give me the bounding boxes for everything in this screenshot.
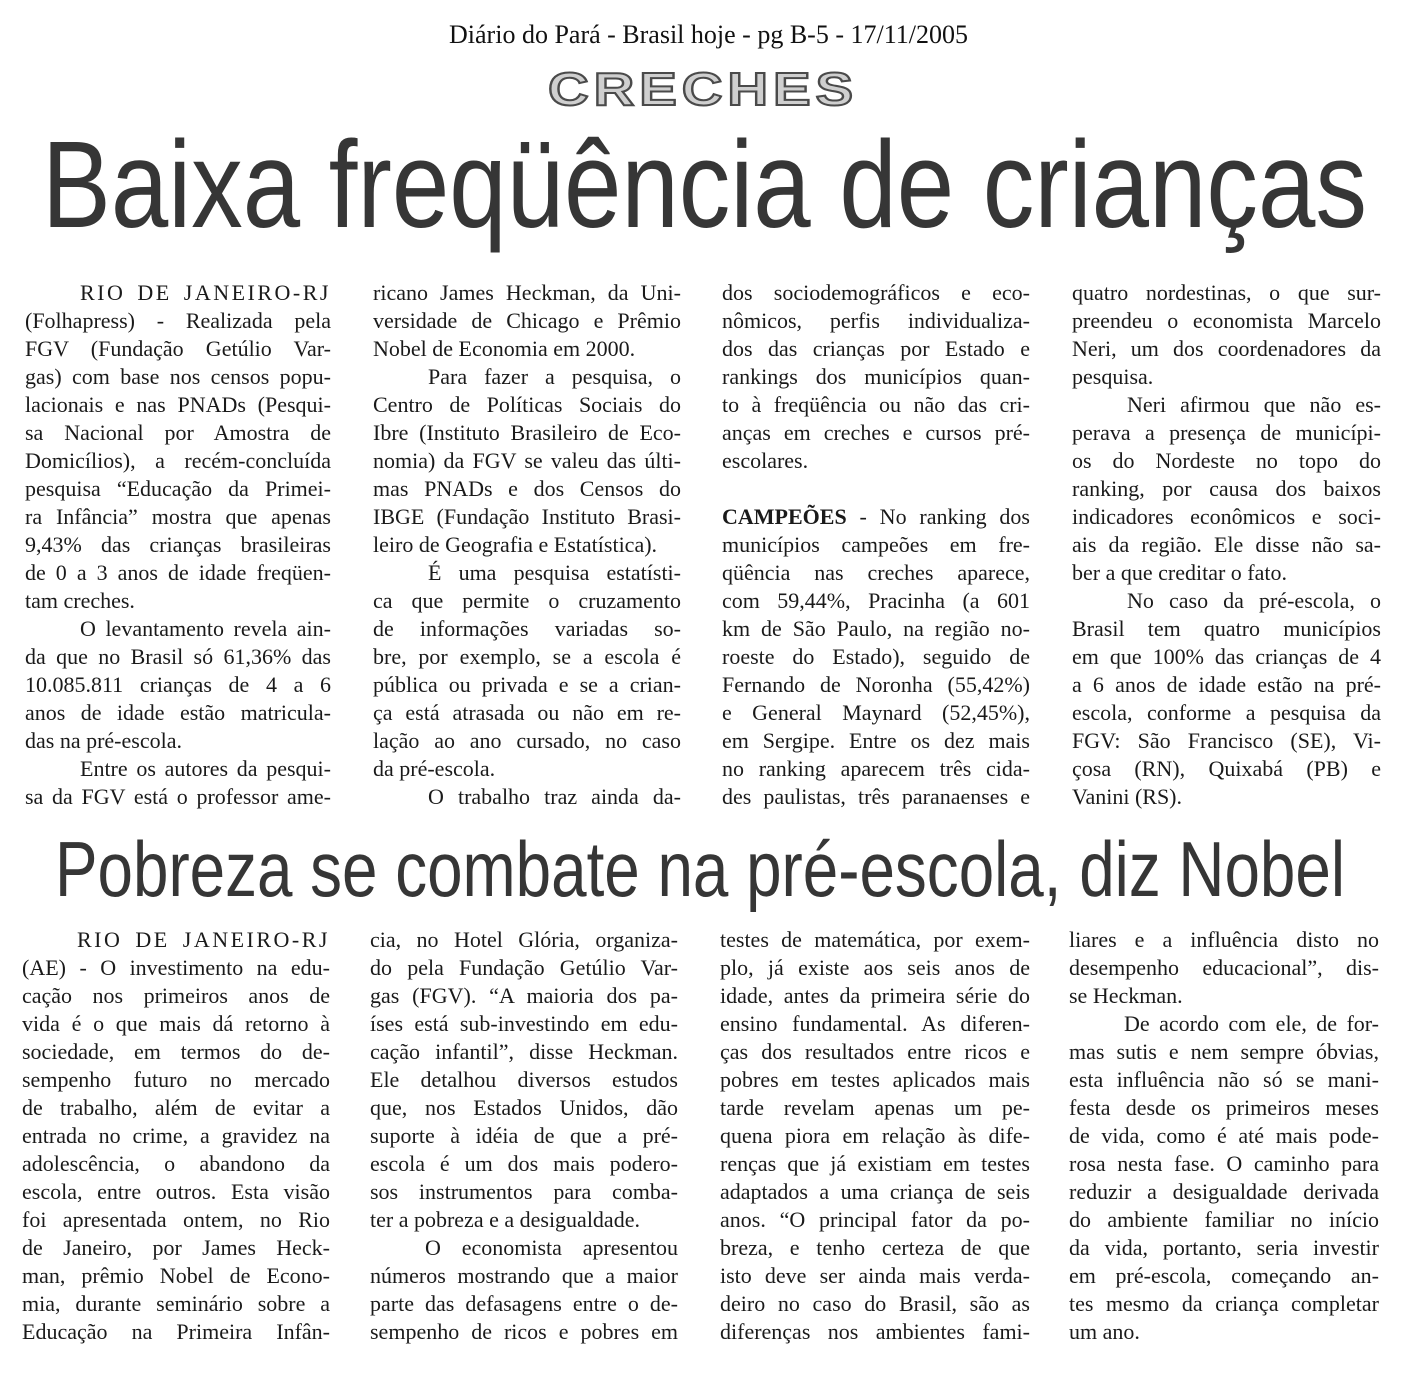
paragraph — [722, 503, 1030, 811]
text-line: parte das defasagens entre o de- — [370, 1291, 678, 1316]
text-line: de vida, como é até mais pode- — [1069, 1123, 1379, 1148]
text-line: quena piora em relação às dife- — [720, 1123, 1030, 1148]
text-line: roeste do Estado), seguido de — [722, 644, 1030, 669]
text-line: entrada no crime, a gravidez na — [22, 1123, 330, 1148]
text-line: gas) com base nos censos popu- — [25, 364, 331, 389]
paragraph — [25, 279, 331, 615]
text-line: vida é o que mais dá retorno à — [22, 1011, 330, 1036]
text-line: Vanini (RS). — [1072, 784, 1182, 809]
text-line: Educação na Primeira Infân- — [22, 1319, 330, 1344]
text-line: ça está atrasada ou não em re- — [373, 700, 681, 725]
text-line: no ranking aparecem três cida- — [722, 756, 1030, 781]
text-line: esta influência não só se mani- — [1069, 1067, 1379, 1092]
text-line: em pré-escola, começando an- — [1069, 1263, 1379, 1288]
paragraph — [722, 279, 1030, 475]
text-line: da que no Brasil só 61,36% das — [25, 644, 331, 669]
text-line: de trabalho, além de evitar a — [22, 1095, 330, 1120]
text-line: km de São Paulo, na região no- — [722, 616, 1030, 641]
text-line: anças em creches e cursos pré- — [722, 420, 1030, 445]
text-line: pesquisa “Educação da Primei- — [25, 476, 331, 501]
text-line: 10.085.811 crianças de 4 a 6 — [25, 672, 331, 697]
text-line: municípios campeões em fre- — [722, 532, 1030, 557]
text-line: escola, conforme a pesquisa da — [1072, 700, 1381, 725]
text-line: çosa (RN), Quixabá (PB) e — [1072, 756, 1381, 781]
text-line: Nobel de Economia em 2000. — [373, 336, 636, 361]
paragraph — [720, 926, 1030, 1346]
text-column — [720, 926, 1030, 1346]
text-line: to à freqüência ou não das cri- — [722, 392, 1030, 417]
text-line: de Janeiro, por James Heck- — [22, 1235, 330, 1260]
text-line: íses está sub-investindo em edu- — [370, 1011, 678, 1036]
text-line: Ele detalhou diversos estudos — [370, 1067, 678, 1092]
text-line: idade, antes da primeira série do — [720, 983, 1030, 1008]
text-line: se Heckman. — [1069, 983, 1183, 1008]
text-line-rest: - No ranking dos — [846, 504, 1030, 529]
subhead-lead: CAMPEÕES — [722, 504, 847, 529]
text-line: cação infantil”, disse Heckman. — [370, 1039, 678, 1064]
text-column — [25, 279, 331, 811]
dateline: RIO DE JANEIRO-RJ — [80, 280, 331, 305]
text-line: pesquisa. — [1072, 364, 1154, 389]
text-line: leiro de Geografia e Estatística). — [373, 532, 658, 557]
text-line: deiro no caso do Brasil, são as — [720, 1291, 1030, 1316]
headline-text: Baixa freqüência de crianças — [42, 117, 1367, 254]
headline-text: Pobreza se combate na pré-escola, diz Nobel — [55, 825, 1345, 913]
text-line: festa desde os primeiros meses — [1069, 1095, 1379, 1120]
text-line: mia, durante seminário sobre a — [22, 1291, 330, 1316]
text-line: ranking, por causa dos baixos — [1072, 476, 1381, 501]
text-line: do pela Fundação Getúlio Var- — [370, 955, 678, 980]
text-line: nomia) da FGV se valeu das últi- — [373, 448, 681, 473]
section-kicker — [548, 63, 858, 115]
text-line: da pré-escola. — [373, 756, 496, 781]
text-line: O economista apresentou — [425, 1235, 678, 1260]
text-line: e General Maynard (52,45%), — [722, 700, 1030, 725]
text-line: ber a que creditar o fato. — [1072, 560, 1287, 585]
text-line: (AE) - O investimento na edu- — [22, 955, 330, 980]
text-line: ais da região. Ele disse não sa- — [1072, 532, 1381, 557]
text-line: sa da FGV está o professor ame- — [25, 784, 331, 809]
text-line: Para fazer a pesquisa, o — [428, 364, 681, 389]
text-line: em Sergipe. Entre os dez mais — [722, 728, 1030, 753]
paragraph — [1072, 279, 1381, 391]
text-line: dos sociodemográficos e eco- — [722, 280, 1030, 305]
text-line: anos de idade estão matricula- — [25, 700, 331, 725]
paragraph — [373, 783, 681, 811]
text-line: O trabalho traz ainda da- — [428, 784, 681, 809]
text-line: des paulistas, três paranaenses e — [722, 784, 1030, 809]
text-line: ças dos resultados entre ricos e — [720, 1039, 1030, 1064]
text-line — [722, 503, 1030, 531]
text-line: cação nos primeiros anos de — [22, 983, 330, 1008]
text-line: Fernando de Noronha (55,42%) — [722, 672, 1030, 697]
text-line: escola, entre outros. Esta visão — [22, 1179, 330, 1204]
text-line: ca que permite o cruzamento — [373, 588, 681, 613]
paragraph — [22, 926, 330, 1346]
text-column — [373, 279, 681, 811]
source-line: Diário do Pará - Brasil hoje - pg B-5 - 17/11/2005 — [449, 20, 968, 49]
text-line: do ambiente familiar no início — [1069, 1207, 1379, 1232]
text-line: ensino fundamental. As diferen- — [720, 1011, 1030, 1036]
paragraph — [1069, 1010, 1379, 1346]
text-line: da vida, portanto, seria investir — [1069, 1235, 1379, 1260]
paragraph — [370, 1234, 678, 1346]
text-line: Neri, um dos coordenadores da — [1072, 336, 1381, 361]
text-line: IBGE (Fundação Instituto Brasi- — [373, 504, 681, 529]
text-line: que, nos Estados Unidos, dão — [370, 1095, 678, 1120]
text-line: os do Nordeste no topo do — [1072, 448, 1381, 473]
text-line: É uma pesquisa estatísti- — [428, 560, 681, 585]
text-line: sos instrumentos para comba- — [370, 1179, 678, 1204]
text-line: testes de matemática, por exem- — [720, 927, 1030, 952]
dateline: RIO DE JANEIRO-RJ — [77, 927, 330, 952]
text-line: tes mesmo da criança completar — [1069, 1291, 1379, 1316]
text-line: rosa nesta fase. O caminho para — [1069, 1151, 1379, 1176]
text-line: indicadores econômicos e soci- — [1072, 504, 1381, 529]
text-line: um ano. — [1069, 1319, 1140, 1344]
text-line: de informações variadas so- — [373, 616, 681, 641]
text-line: 9,43% das crianças brasileiras — [25, 532, 331, 557]
text-line: cia, no Hotel Glória, organiza- — [370, 927, 678, 952]
paragraph — [373, 279, 681, 363]
text-line: Ibre (Instituto Brasileiro de Eco- — [373, 420, 681, 445]
text-line: sempenho futuro no mercado — [22, 1067, 330, 1092]
text-line: lacionais e nas PNADs (Pesqui- — [25, 392, 331, 417]
paragraph — [1069, 926, 1379, 1010]
text-line: plo, já existe aos seis anos de — [720, 955, 1030, 980]
text-line: sa Nacional por Amostra de — [25, 420, 331, 445]
paragraph — [1072, 587, 1381, 811]
text-column — [1069, 926, 1379, 1346]
text-column — [22, 926, 330, 1346]
text-line: adolescência, o abandono da — [22, 1151, 330, 1176]
text-line: Entre os autores da pesqui- — [80, 756, 331, 781]
text-line: ter a pobreza e a desigualdade. — [370, 1207, 640, 1232]
text-line: perava a presença de municípi- — [1072, 420, 1381, 445]
text-line: liares e a influência disto no — [1069, 927, 1379, 952]
text-line: sempenho de ricos e pobres em — [370, 1319, 678, 1344]
text-line: rankings dos municípios quan- — [722, 364, 1030, 389]
text-line: isto deve ser ainda mais verda- — [720, 1263, 1030, 1288]
headline-main — [42, 117, 1367, 254]
text-line: em que 100% das crianças de 4 — [1072, 644, 1381, 669]
text-line: escolares. — [722, 448, 809, 473]
paragraph — [25, 615, 331, 755]
paragraph — [373, 363, 681, 559]
text-line: anos. “O principal fator da po- — [720, 1207, 1030, 1232]
text-line: ra Infância” mostra que apenas — [25, 504, 331, 529]
text-line: Domicílios), a recém-concluída — [25, 448, 331, 473]
text-line: sociedade, em termos do de- — [22, 1039, 330, 1064]
text-line: Brasil tem quatro municípios — [1072, 616, 1381, 641]
text-line: suporte à idéia de que a pré- — [370, 1123, 678, 1148]
text-line: pobres em testes aplicados mais — [720, 1067, 1030, 1092]
text-line: ricano James Heckman, da Uni- — [373, 280, 681, 305]
text-line: bre, por exemplo, se a escola é — [373, 644, 681, 669]
text-line: das na pré-escola. — [25, 728, 182, 753]
text-line: nômicos, perfis individualiza- — [722, 308, 1030, 333]
text-line: de 0 a 3 anos de idade freqüen- — [25, 560, 331, 585]
text-line: preendeu o economista Marcelo — [1072, 308, 1381, 333]
text-line: FGV: São Francisco (SE), Vi- — [1072, 728, 1381, 753]
text-line: quatro nordestinas, o que sur- — [1072, 280, 1381, 305]
text-line: versidade de Chicago e Prêmio — [373, 308, 681, 333]
text-line: foi apresentada ontem, no Rio — [22, 1207, 330, 1232]
text-line: breza, e tenho certeza de que — [720, 1235, 1030, 1260]
text-line: qüência nas creches aparece, — [722, 560, 1030, 585]
paragraph — [1072, 391, 1381, 587]
text-line: gas (FGV). “A maioria dos pa- — [370, 983, 678, 1008]
text-line: tarde revelam apenas um pe- — [720, 1095, 1030, 1120]
text-line: pública ou privada e se a crian- — [373, 672, 681, 697]
text-line: reduzir a desigualdade derivada — [1069, 1179, 1379, 1204]
text-column — [722, 279, 1030, 811]
paragraph — [25, 755, 331, 811]
text-line: FGV (Fundação Getúlio Var- — [25, 336, 331, 361]
text-line: (Folhapress) - Realizada pela — [25, 308, 331, 333]
text-line: De acordo com ele, de for- — [1124, 1011, 1379, 1036]
headline-secondary — [55, 825, 1345, 913]
text-line: mas PNADs e dos Censos do — [373, 476, 681, 501]
paragraph — [373, 559, 681, 783]
kicker-text: CRECHES — [548, 63, 858, 115]
text-line: mas sutis e nem sempre óbvias, — [1069, 1039, 1379, 1064]
text-line: com 59,44%, Pracinha (a 601 — [722, 588, 1030, 613]
text-line: dos das crianças por Estado e — [722, 336, 1030, 361]
paragraph — [370, 926, 678, 1234]
text-line: a 6 anos de idade estão na pré- — [1072, 672, 1381, 697]
text-line: adaptados a uma criança de seis — [720, 1179, 1030, 1204]
text-line: renças que já existiam em testes — [720, 1151, 1030, 1176]
text-line: Neri afirmou que não es- — [1127, 392, 1381, 417]
text-column — [370, 926, 678, 1346]
text-column — [1072, 279, 1381, 811]
text-line: diferenças nos ambientes fami- — [720, 1319, 1030, 1344]
text-line: lação ao ano cursado, no caso — [373, 728, 681, 753]
text-line: números mostrando que a maior — [370, 1263, 678, 1288]
text-line: tam creches. — [25, 588, 135, 613]
text-line: O levantamento revela ain- — [80, 616, 331, 641]
text-line: desempenho educacional”, dis- — [1069, 955, 1379, 980]
text-line: Centro de Políticas Sociais do — [373, 392, 681, 417]
text-line: No caso da pré-escola, o — [1127, 588, 1381, 613]
text-line: man, prêmio Nobel de Econo- — [22, 1263, 330, 1288]
text-line: escola é um dos mais podero- — [370, 1151, 678, 1176]
